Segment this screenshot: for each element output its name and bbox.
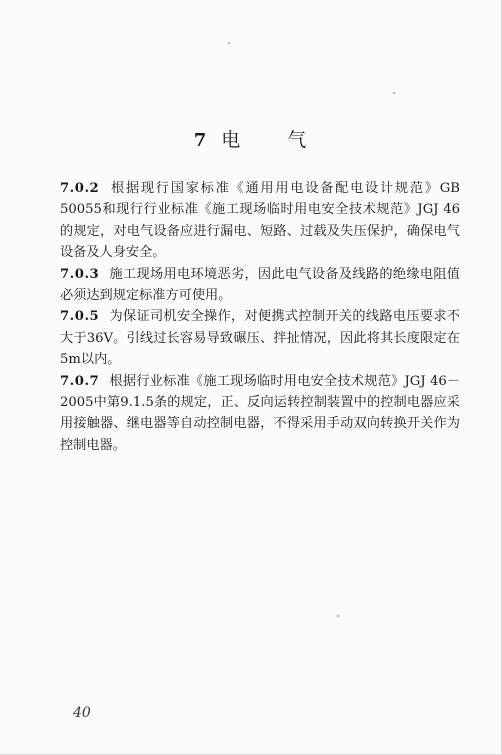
clause-number: 7.0.3 — [60, 266, 100, 282]
clause-7-0-5 — [60, 306, 460, 370]
chapter-number: 7 — [193, 130, 208, 151]
clause-text: 为保证司机安全操作，对便携式控制开关的线路电压要求不大于36V。引线过长容易导致碾压、拌扯情况，因此将其长度限定在5m以内。 — [60, 309, 460, 368]
clause-number: 7.0.2 — [60, 181, 100, 196]
clause-text: 根据现行国家标准《通用用电设备配电设计规范》GB 50055和现行行业标准《施工现场临时用电安全技术规范》JGJ 46的规定，对电气设备应进行漏电、短路、过载及失压保护，确保电气设备及人身安全。 — [60, 181, 460, 261]
scan-speck — [393, 92, 395, 94]
clause-7-0-3 — [60, 264, 460, 307]
clause-text: 施工现场用电环境恶劣，因此电气设备及线路的绝缘电阻值必须达到规定标准方可使用。 — [60, 266, 460, 304]
clause-number: 7.0.7 — [60, 373, 100, 389]
clause-list — [60, 178, 460, 456]
clause-7-0-2 — [60, 178, 460, 264]
chapter-title — [0, 125, 501, 152]
chapter-title-char-1: 电 — [221, 129, 242, 151]
scan-speck — [228, 42, 230, 44]
scan-speck — [337, 615, 339, 617]
clause-text: 根据行业标准《施工现场临时用电安全技术规范》JGJ 46－2005中第9.1.5条的规定，正、反向运转控制装置中的控制电器应采用接触器、继电器等自动控制电器，不得采用手动双向转换开关作为控制电器。 — [60, 373, 460, 453]
clause-number: 7.0.5 — [60, 309, 100, 325]
clause-7-0-7 — [60, 371, 460, 457]
page-number: 40 — [73, 705, 91, 721]
chapter-title-char-2: 气 — [287, 129, 308, 151]
